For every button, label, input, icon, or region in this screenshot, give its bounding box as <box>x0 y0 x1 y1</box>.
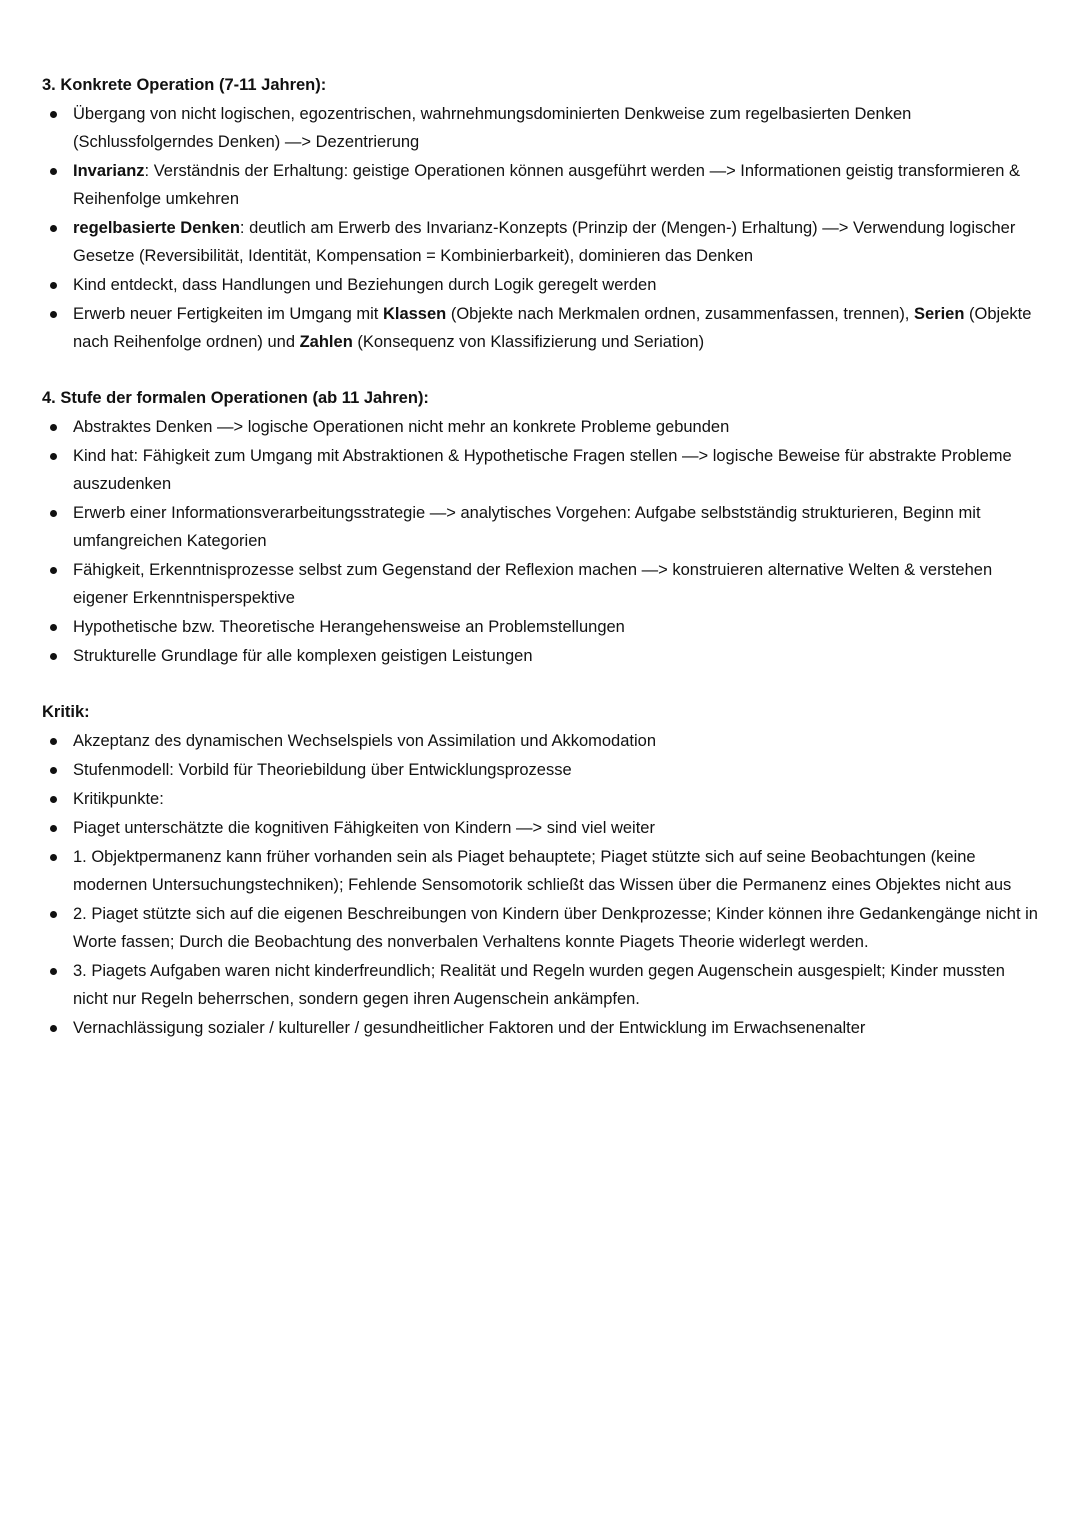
list-item <box>42 843 1038 899</box>
list-item <box>42 642 1038 670</box>
text: Piaget unterschätzte die kognitiven Fähigkeiten von Kindern —> sind viel weiter <box>73 819 655 837</box>
section-heading: 3. Konkrete Operation (7-11 Jahren): <box>42 76 327 94</box>
text: Hypothetische bzw. Theoretische Herangehensweise an Problemstellungen <box>73 618 625 636</box>
section-1 <box>42 71 1038 356</box>
text: : deutlich am Erwerb des Invarianz-Konzepts (Prinzip der (Mengen-) Erhaltung) —> Verwendung logischer Gesetze (Reversibilität, Identität, Kompensation = Kombinierbarkeit), dominieren das Denken <box>73 219 1016 265</box>
list-item <box>42 756 1038 784</box>
bold-text: Klassen <box>382 305 447 323</box>
bullet-list <box>42 100 1038 356</box>
text: Kritikpunkte: <box>73 790 164 808</box>
list-item <box>42 413 1038 441</box>
text: (Objekte nach Reihenfolge ordnen) und <box>73 305 1032 351</box>
list-item <box>42 1014 1038 1042</box>
text: Erwerb neuer Fertigkeiten im Umgang mit <box>73 305 383 323</box>
section-2 <box>42 384 1038 670</box>
text: 3. Piagets Aufgaben waren nicht kinderfreundlich; Realität und Regeln wurden gegen Augenschein ausgespielt; Kinder mussten nicht nur Regeln beherrschen, sondern gegen ihren Augenschein ankämpfen. <box>73 962 1005 1008</box>
text: Vernachlässigung sozialer / kultureller / gesundheitlicher Faktoren und der Entwicklung im Erwachsenenalter <box>73 1019 866 1037</box>
text: Kind entdeckt, dass Handlungen und Beziehungen durch Logik geregelt werden <box>73 276 657 294</box>
list-item <box>42 100 1038 156</box>
text: Kind hat: Fähigkeit zum Umgang mit Abstraktionen & Hypothetische Fragen stellen —> logische Beweise für abstrakte Probleme auszudenken <box>73 447 1012 493</box>
list-item <box>42 300 1038 356</box>
bold-text: regelbasierte Denken <box>73 219 240 237</box>
list-item <box>42 556 1038 612</box>
text: Erwerb einer Informationsverarbeitungsstrategie —> analytisches Vorgehen: Aufgabe selbstständig strukturieren, Beginn mit umfangreichen Kategorien <box>73 504 981 550</box>
bold-text: Serien <box>913 305 965 323</box>
bold-text: Zahlen <box>299 333 353 351</box>
list-item <box>42 900 1038 956</box>
text: Stufenmodell: Vorbild für Theoriebildung über Entwicklungsprozesse <box>73 761 572 779</box>
section-3 <box>42 698 1038 1042</box>
text: : Verständnis der Erhaltung: geistige Operationen können ausgeführt werden —> Informationen geistig transformieren & Reihenfolge umkehren <box>73 162 1021 208</box>
text: Akzeptanz des dynamischen Wechselspiels von Assimilation und Akkomodation <box>73 732 657 750</box>
list-item <box>42 157 1038 213</box>
bullet-list <box>42 413 1038 670</box>
section-heading: Kritik: <box>42 703 90 721</box>
bold-text: Invarianz <box>73 162 145 180</box>
list-item <box>42 785 1038 813</box>
text: Fähigkeit, Erkenntnisprozesse selbst zum Gegenstand der Reflexion machen —> konstruieren alternative Welten & verstehen eigener Erkenntnisperspektive <box>73 561 993 607</box>
section-heading: 4. Stufe der formalen Operationen (ab 11 Jahren): <box>42 389 429 407</box>
list-item <box>42 727 1038 755</box>
text: Übergang von nicht logischen, egozentrischen, wahrnehmungsdominierten Denkweise zum regelbasierten Denken (Schlussfolgerndes Denken) —> Dezentrierung <box>73 105 912 151</box>
list-item <box>42 613 1038 641</box>
bullet-list <box>42 727 1038 1042</box>
list-item <box>42 271 1038 299</box>
text: (Objekte nach Merkmalen ordnen, zusammenfassen, trennen), <box>446 305 914 323</box>
text: Abstraktes Denken —> logische Operationen nicht mehr an konkrete Probleme gebunden <box>73 418 730 436</box>
text: (Konsequenz von Klassifizierung und Seriation) <box>352 333 705 351</box>
text: 2. Piaget stützte sich auf die eigenen Beschreibungen von Kindern über Denkprozesse; Kinder können ihre Gedankengänge nicht in Worte fassen; Durch die Beobachtung des nonverbalen Verhaltens konnte Piagets Theorie widerlegt werden. <box>73 905 1038 951</box>
list-item <box>42 499 1038 555</box>
list-item <box>42 957 1038 1013</box>
list-item <box>42 214 1038 270</box>
text: Strukturelle Grundlage für alle komplexen geistigen Leistungen <box>73 647 533 665</box>
list-item <box>42 442 1038 498</box>
text: 1. Objektpermanenz kann früher vorhanden sein als Piaget behauptete; Piaget stützte sich auf seine Beobachtungen (keine modernen Untersuchungstechniken); Fehlende Sensomotorik schließt das Wissen über die Permanenz eines Objektes nicht aus <box>73 848 1012 894</box>
list-item <box>42 814 1038 842</box>
